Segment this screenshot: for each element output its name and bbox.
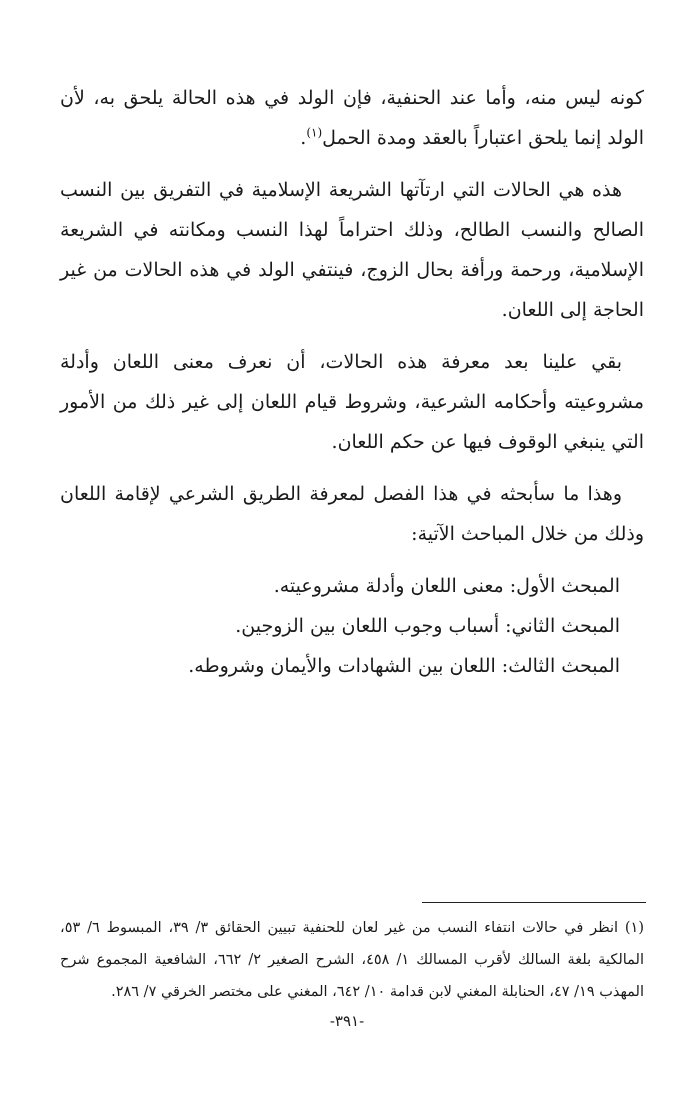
topics-list bbox=[60, 566, 644, 686]
topic-item-3: المبحث الثالث: اللعان بين الشهادات والأيمان وشروطه. bbox=[188, 655, 620, 677]
paragraph-1 bbox=[60, 78, 644, 158]
paragraph-2: هذه هي الحالات التي ارتآتها الشريعة الإسلامية في التفريق بين النسب الصالح والنسب الطالح، وذلك احتراماً لهذا النسب ومكانته في الشريعة الإسلامية، ورحمة ورأفة بحال الزوج، فينتفي الولد في هذه الحالات من غير الحاجة إلى اللعان. bbox=[60, 179, 644, 321]
page-number: -٣٩١- bbox=[329, 1012, 365, 1030]
paragraph-3: بقي علينا بعد معرفة هذه الحالات، أن نعرف معنى اللعان وأدلة مشروعيته وأحكامه الشرعية، وشروط قيام اللعان إلى غير ذلك من الأمور التي ينبغي الوقوف فيها عن حكم اللعان. bbox=[60, 351, 644, 453]
footnote-divider bbox=[422, 902, 646, 903]
paragraph-1-text: كونه ليس منه، وأما عند الحنفية، فإن الولد في هذه الحالة يلحق به، لأن الولد إنما يلحق اعتباراً بالعقد ومدة الحمل bbox=[60, 87, 644, 149]
footnote-reference: (١) bbox=[306, 125, 323, 140]
page-body bbox=[60, 78, 644, 686]
footnote: (١) انظر في حالات انتفاء النسب من غير لعان للحنفية تبيين الحقائق ٣/ ٣٩، المبسوط ٦/ ٥٣، المالكية بلغة السالك لأقرب المسالك ١/ ٤٥٨، الشرح الصغير ٢/ ٦٦٢، الشافعية المجموع شرح المهذب ١٩/ ٤٧، الحنابلة المغني لابن قدامة ١٠/ ٦٤٢، المغني على مختصر الخرقي ٧/ ٢٨٦. bbox=[60, 920, 645, 1000]
topic-item-2: المبحث الثاني: أسباب وجوب اللعان بين الزوجين. bbox=[235, 615, 620, 637]
paragraph-4: وهذا ما سأبحثه في هذا الفصل لمعرفة الطريق الشرعي لإقامة اللعان وذلك من خلال المباحث الآتية: bbox=[60, 483, 644, 545]
paragraph-1-tail: . bbox=[300, 127, 307, 149]
topic-item-1: المبحث الأول: معنى اللعان وأدلة مشروعيته. bbox=[273, 575, 620, 597]
